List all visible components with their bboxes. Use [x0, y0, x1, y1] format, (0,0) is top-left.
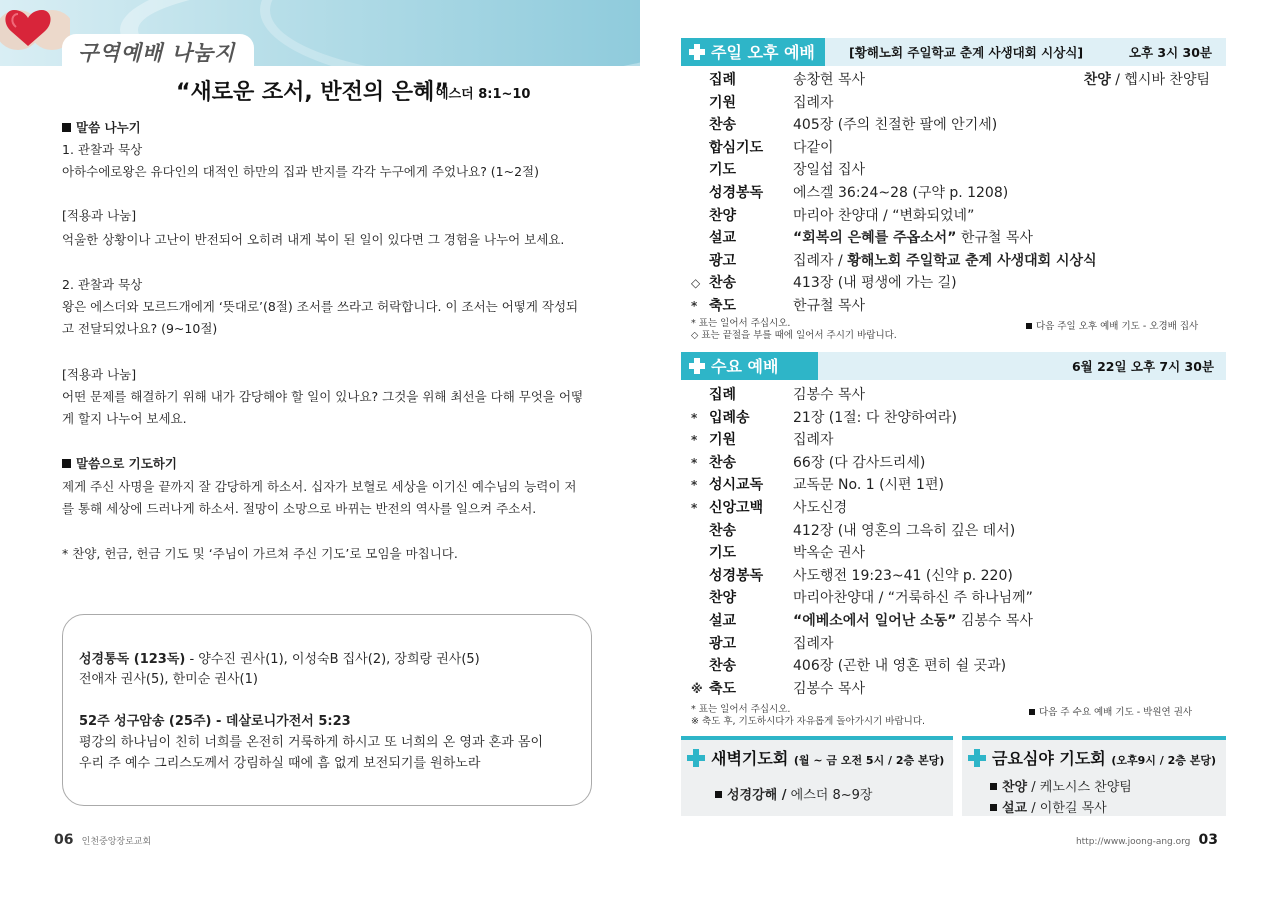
- prayer-text-line2: 를 통해 세상에 드러나게 하소서. 절망이 소망으로 바뀌는 반전의 역사를 일으켜 주소서.: [62, 501, 537, 516]
- order-item: * 찬송 66장 (다 감사드리세): [691, 454, 926, 471]
- order-item: 집례 송창현 목사 찬양 / 헵시바 찬양팀: [681, 69, 1226, 92]
- dawn-prayer-panel: [681, 736, 953, 816]
- dawn-prayer-row: 성경강해 / 에스더 8~9장: [715, 784, 872, 803]
- sermon-title: “새로운 조서, 반전의 은혜”: [176, 80, 449, 105]
- bullet-square-icon: [1026, 323, 1032, 329]
- order-item: 광고 집례자 / 황해노회 주일학교 춘계 사생대회 시상식: [709, 252, 1097, 269]
- wednesday-notes: * 표는 일어서 주십시오. ※ 축도 후, 기도하시다가 자유롭게 돌아가시기 바랍니다.: [691, 704, 926, 727]
- apply-1-heading: [적용과 나눔]: [62, 208, 137, 223]
- memory-verse-line1: 평강의 하나님이 친히 너희를 온전히 거룩하게 하시고 또 너희의 온 영과 혼과 몸이: [79, 735, 544, 750]
- order-item: 찬양 마리아 찬양대 / “변화되었네”: [709, 207, 975, 224]
- dawn-prayer-title: 새벽기도회 (월 ~ 금 오전 5시 / 2층 본당): [687, 746, 944, 769]
- prayer-heading: 말씀으로 기도하기: [62, 453, 602, 475]
- question-2-heading: 2. 관찰과 묵상: [62, 277, 143, 292]
- order-item: 찬송 406장 (곤한 내 영혼 편히 쉴 곳과): [709, 658, 1007, 675]
- section-title: 구역예배 나눔지: [62, 34, 254, 70]
- order-item: ※ 축도 김봉수 목사: [691, 680, 866, 697]
- order-item: 성경봉독 사도행전 19:23~41 (신약 p. 220): [709, 567, 1013, 584]
- right-page: [640, 0, 1280, 904]
- bullet-square-icon: [990, 804, 997, 811]
- sharing-heading: 말씀 나누기: [62, 117, 602, 139]
- order-item: 합심기도 다같이: [709, 139, 834, 156]
- friday-prayer-panel: [962, 736, 1226, 816]
- friday-prayer-title: 금요심야 기도회 (오후9시 / 2층 본당): [968, 746, 1216, 769]
- order-item: * 축도 한규철 목사: [691, 297, 866, 314]
- banner-wave: [260, 0, 640, 66]
- bullet-square-icon: [990, 783, 997, 790]
- wednesday-order-list: [681, 384, 1226, 700]
- bullet-square-icon: [715, 791, 722, 798]
- order-item: 설교 “회복의 은혜를 주옵소서” 한규철 목사: [709, 230, 1033, 247]
- right-footer: [1076, 832, 1218, 848]
- order-item: 기도 장일섭 집사: [709, 162, 866, 179]
- order-item: 기원 집례자: [709, 94, 834, 111]
- church-url[interactable]: http://www.joong-ang.org: [1075, 837, 1191, 847]
- wednesday-next-prayer: 다음 주 수요 예배 기도 - 박원연 권사: [1029, 704, 1192, 718]
- memory-verse-heading: 52주 성구암송 (25주) - 데살로니가전서 5:23: [79, 714, 351, 729]
- scripture-reference: 에스더 8:1~10: [436, 87, 531, 102]
- order-item: 광고 집례자: [709, 635, 834, 652]
- question-1-heading: 1. 관찰과 묵상: [62, 142, 143, 157]
- sunday-service-time: 오후 3시 30분: [1128, 45, 1212, 60]
- bullet-square-icon: [62, 459, 71, 468]
- bible-reading-line1: 성경통독 (123독) - 양수진 권사(1), 이성숙B 집사(2), 장희랑 권사(5): [79, 652, 480, 667]
- sunday-notes: * 표는 일어서 주십시오. ◇ 표는 끝절을 부를 때에 일어서 주시기 바랍니다.: [691, 318, 897, 341]
- cross-icon: [687, 749, 705, 767]
- order-item: * 입례송 21장 (1절: 다 찬양하여라): [691, 409, 957, 426]
- wednesday-service-header: [681, 352, 1226, 380]
- memory-verse-line2: 우리 주 예수 그리스도께서 강림하실 때에 흠 없게 보전되기를 원하노라: [79, 756, 481, 771]
- wednesday-service-time: 6월 22일 오후 7시 30분: [1071, 359, 1214, 374]
- order-item: 찬송 405장 (주의 친절한 팔에 안기세): [709, 117, 998, 134]
- friday-prayer-row-1: 찬양 / 케노시스 찬양팀: [990, 776, 1132, 795]
- question-1-text: 아하수에로왕은 유다인의 대적인 하만의 집과 반지를 각각 누구에게 주었나요? (1~2절): [62, 164, 540, 179]
- order-item: 찬양 마리아찬양대 / “거룩하신 주 하나님께”: [709, 590, 1033, 607]
- prayer-text-line1: 제게 주신 사명을 끝까지 잘 감당하게 하소서. 십자가 보혈로 세상을 이기신 예수님의 능력이 저: [62, 479, 577, 494]
- order-item: * 신앙고백 사도신경: [691, 499, 848, 516]
- closing-note: * 찬양, 헌금, 헌금 기도 및 ‘주님이 가르쳐 주신 기도’로 모임을 마칩니다.: [62, 546, 458, 561]
- order-item: * 기원 집례자: [691, 432, 834, 449]
- sunday-service-subtitle: [황해노회 주일학교 춘계 사생대회 시상식]: [849, 45, 1084, 60]
- memory-box: [62, 614, 592, 806]
- bullet-square-icon: [62, 123, 71, 132]
- church-name: 인천중앙장로교회: [81, 837, 152, 847]
- wednesday-service-label: 수요 예배: [681, 352, 818, 380]
- apply-1-text: 억울한 상황이나 고난이 반전되어 오히려 내게 복이 된 일이 있다면 그 경험을 나누어 보세요.: [62, 232, 565, 247]
- friday-prayer-row-2: 설교 / 이한길 목사: [990, 797, 1107, 816]
- cross-icon: [689, 44, 705, 60]
- sunday-order-list: [681, 69, 1226, 318]
- apply-2-heading: [적용과 나눔]: [62, 367, 137, 382]
- sunday-service-label: 주일 오후 예배: [681, 38, 825, 66]
- bible-reading-line2: 전애자 권사(5), 한미순 권사(1): [79, 672, 258, 687]
- bullet-square-icon: [1029, 709, 1035, 715]
- order-item: 성경봉독 에스겔 36:24~28 (구약 p. 1208): [709, 184, 1009, 201]
- question-2-text-line2: 고 전달되었나요? (9~10절): [62, 321, 218, 336]
- left-footer: [54, 832, 151, 848]
- apply-2-text-line2: 게 할지 나누어 보세요.: [62, 411, 187, 426]
- page-number: 03: [1198, 832, 1218, 848]
- order-item: 찬송 412장 (내 영혼의 그윽히 깊은 데서): [709, 522, 1016, 539]
- sunday-next-prayer: 다음 주일 오후 예배 기도 - 오경배 집사: [1026, 318, 1198, 332]
- order-item: ◇ 찬송 413장 (내 평생에 가는 길): [691, 275, 957, 292]
- order-item: 집례 김봉수 목사: [709, 387, 866, 403]
- question-2-text-line1: 왕은 에스더와 모르드개에게 ‘뜻대로’(8절) 조서를 쓰라고 허락합니다. 이 조서는 어떻게 작성되: [62, 299, 579, 314]
- order-item: * 성시교독 교독문 No. 1 (시편 1편): [691, 477, 944, 494]
- sunday-service-header: [681, 38, 1226, 66]
- knitted-hearts-image: [0, 0, 70, 66]
- order-item: 설교 “에베소에서 일어난 소동” 김봉수 목사: [709, 612, 1033, 629]
- cross-icon: [689, 358, 705, 374]
- praise-team: 찬양 / 헵시바 찬양팀: [1083, 72, 1210, 88]
- order-item: 기도 박옥순 권사: [709, 545, 866, 562]
- apply-2-text-line1: 어떤 문제를 해결하기 위해 내가 감당해야 할 일이 있나요? 그것을 위해 최선을 다해 무엇을 어떻: [62, 389, 584, 404]
- cross-icon: [968, 749, 986, 767]
- page-number: 06: [54, 832, 74, 848]
